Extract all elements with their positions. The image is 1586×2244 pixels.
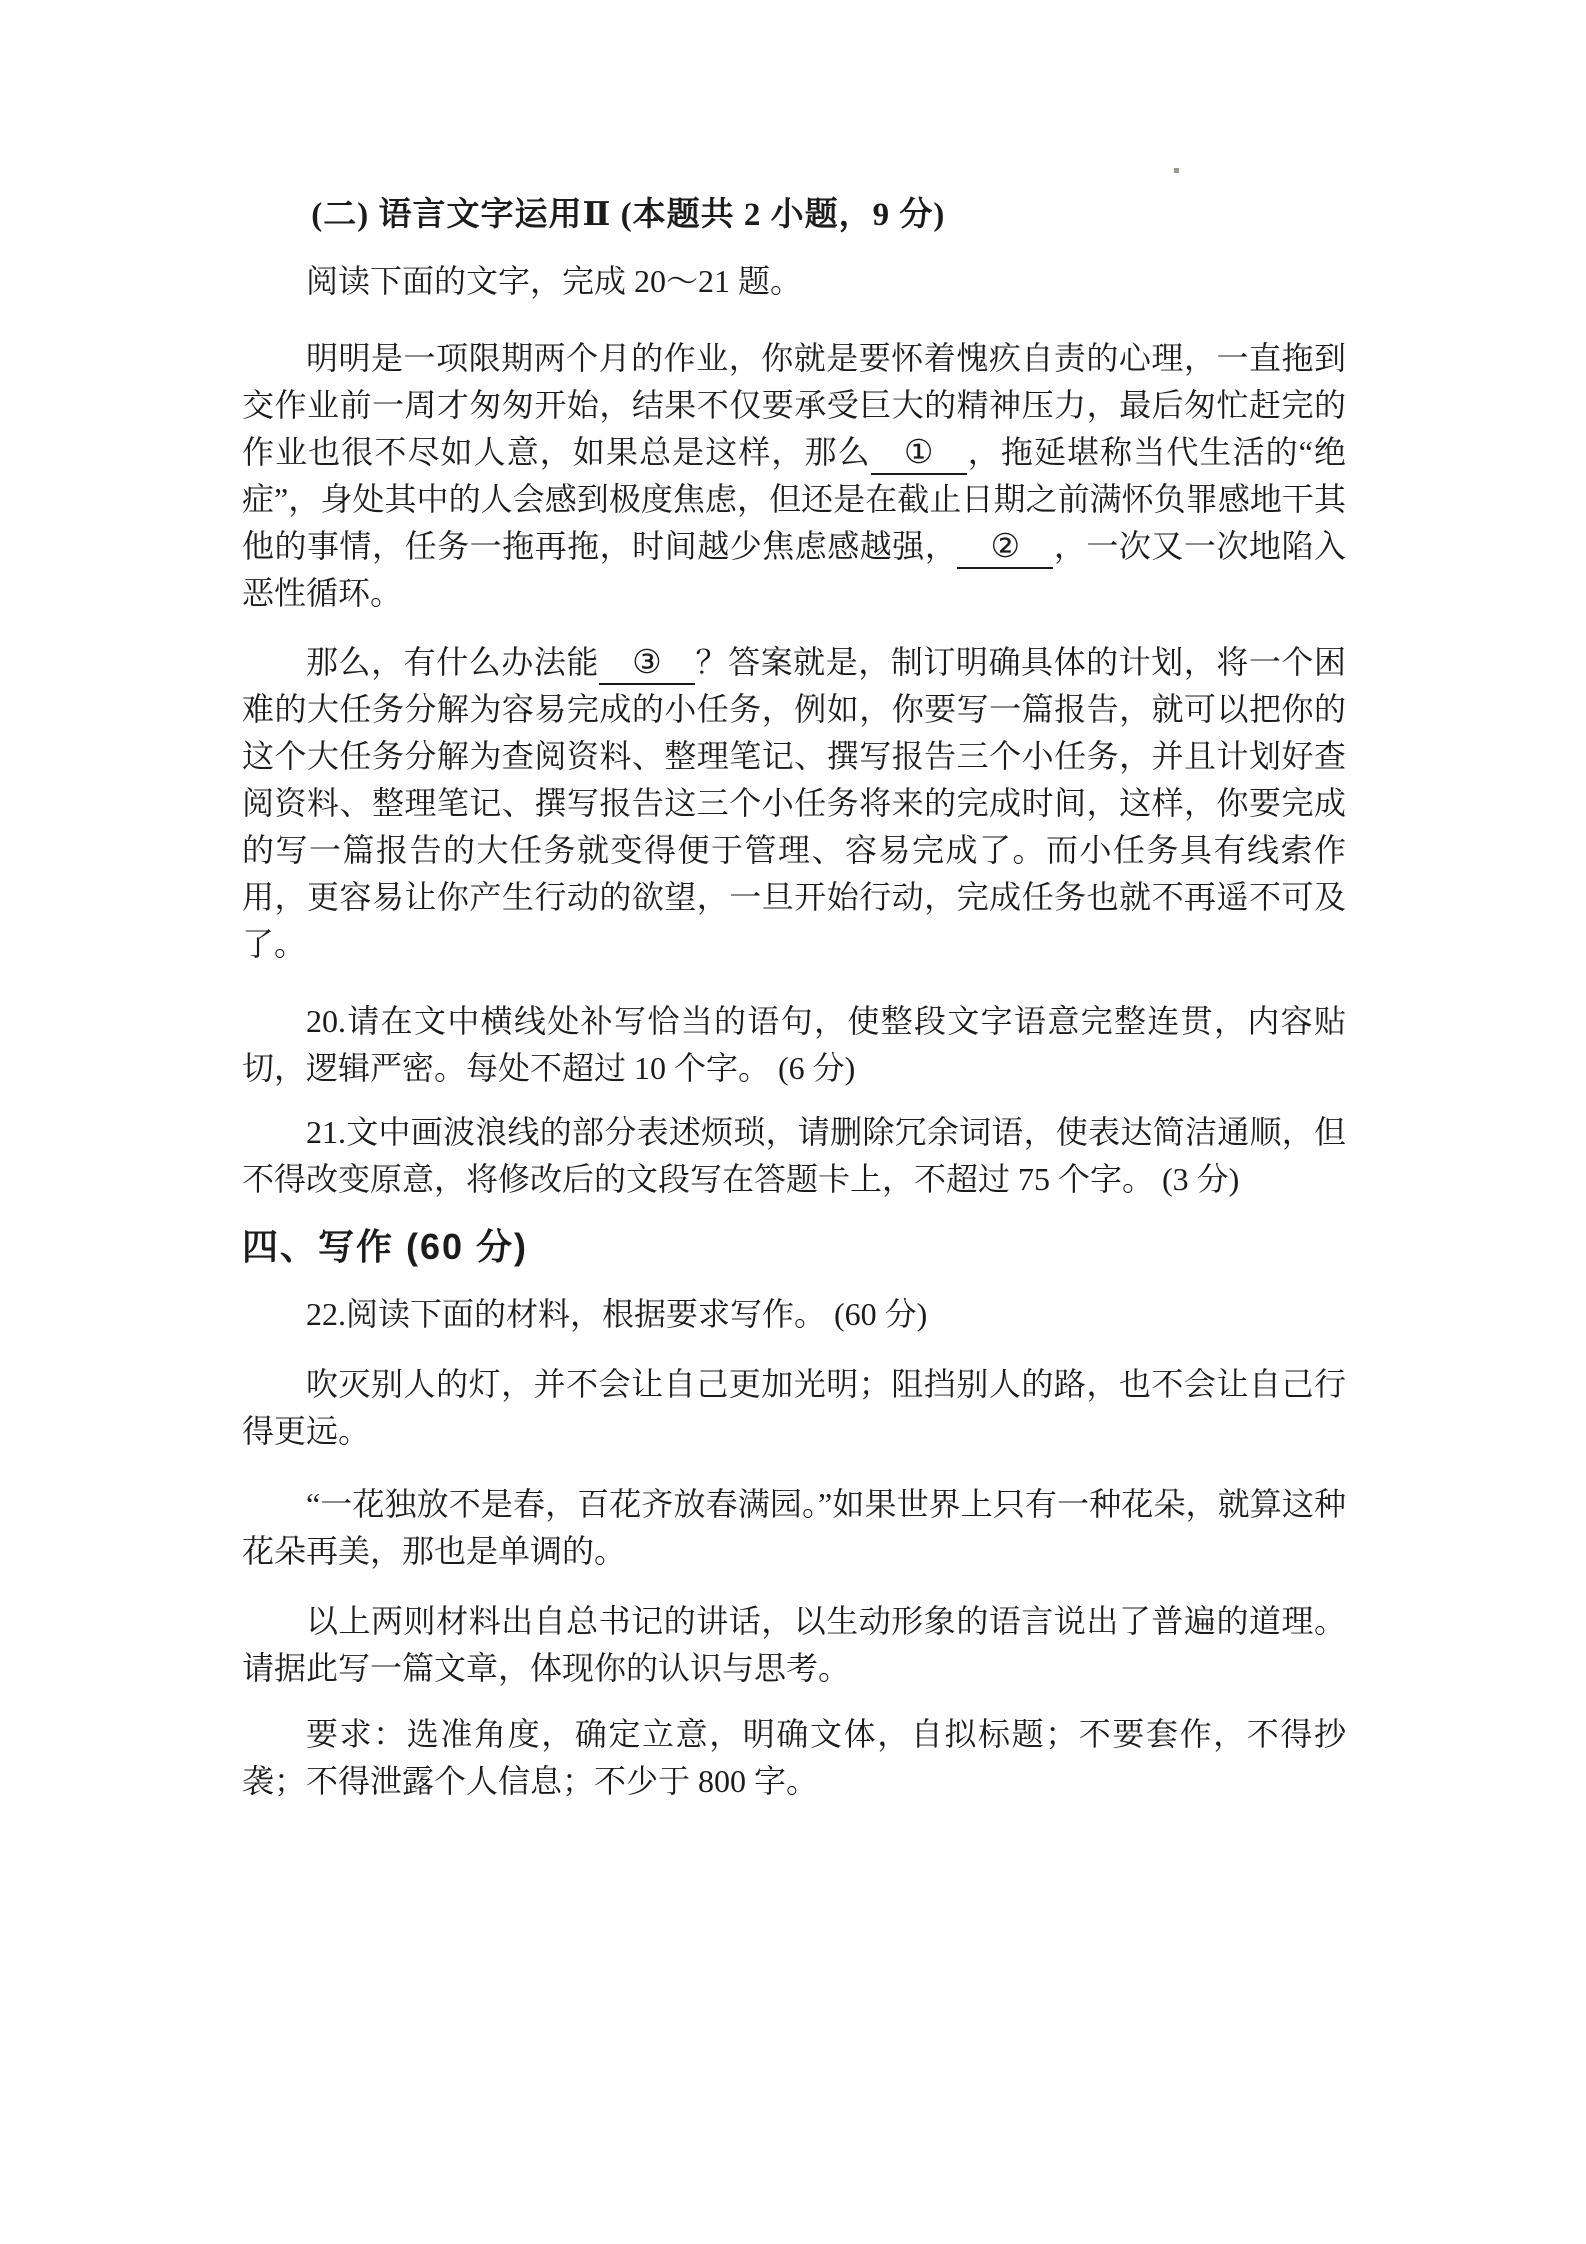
section-4-heading: 四、写作 (60 分) [242, 1226, 529, 1267]
passage-p1-text-3: ，一次又一次地陷入恶性循环。 [242, 528, 1346, 611]
material-1: 吹灭别人的灯，并不会让自己更加光明；阻挡别人的路，也不会让自己行得更远。 [242, 1366, 1346, 1449]
blank-3: ③ [599, 646, 695, 685]
passage-p1-text-1: 明明是一项限期两个月的作业，你就是要怀着愧疚自责的心理，一直拖到交作业前一周才匆匆开始，结果不仅要承受巨大的精神压力，最后匆忙赶完的作业也很不尽如人意，如果总是这样，那么 [242, 340, 1346, 470]
passage-paragraph-1 [242, 335, 1346, 617]
passage-intro: 阅读下面的文字，完成 20～21 题。 [306, 263, 803, 299]
section-2-heading: (二) 语言文字运用Ⅱ (本题共 2 小题，9 分) [311, 197, 946, 233]
question-22: 22.阅读下面的材料，根据要求写作。 (60 分) [306, 1296, 928, 1332]
question-21: 21.文中画波浪线的部分表述烦琐，请删除冗余词语，使表达简洁通顺，但不得改变原意，将修改后的文段写在答题卡上，不超过 75 个字。 (3 分) [242, 1114, 1346, 1197]
question-20: 20.请在文中横线处补写恰当的语句，使整段文字语意完整连贯，内容贴切，逻辑严密。每处不超过 10 个字。 (6 分) [242, 1003, 1346, 1086]
blank-1: ① [871, 436, 967, 475]
passage-p2-text-2: ？答案就是，制订明确具体的计划，将一个困难的大任务分解为容易完成的小任务，例如，你要写一篇报告，就可以把你的这个大任务分解为查阅资料、整理笔记、撰写报告三个小任务，并且计划好查阅资料、整理笔记、撰写报告这三个小任务将来的完成时间，这样，你要完成的写一篇报告的大任务就变得便于管理、容易完成了。而小任务具有线索作用，更容易让你产生行动的欲望，一旦开始行动，完成任务也就不再遥不可及了。 [242, 644, 1346, 962]
writing-requirements: 要求：选准角度，确定立意，明确文体，自拟标题；不要套作，不得抄袭；不得泄露个人信息；不少于 800 字。 [242, 1716, 1346, 1799]
passage-p1-text-2: ，拖延堪称当代生活的“绝症”，身处其中的人会感到极度焦虑，但还是在截止日期之前满怀负罪感地干其他的事情，任务一拖再拖，时间越少焦虑感越强， [242, 434, 1346, 564]
passage-paragraph-2 [242, 639, 1346, 968]
scan-artifact-dot [1174, 168, 1179, 173]
material-3: 以上两则材料出自总书记的讲话，以生动形象的语言说出了普遍的道理。请据此写一篇文章，体现你的认识与思考。 [242, 1603, 1346, 1686]
blank-2: ② [957, 530, 1053, 569]
passage-p2-text-1: 那么，有什么办法能 [306, 644, 599, 680]
material-2: “一花独放不是春，百花齐放春满园。”如果世界上只有一种花朵，就算这种花朵再美，那也是单调的。 [242, 1486, 1346, 1569]
